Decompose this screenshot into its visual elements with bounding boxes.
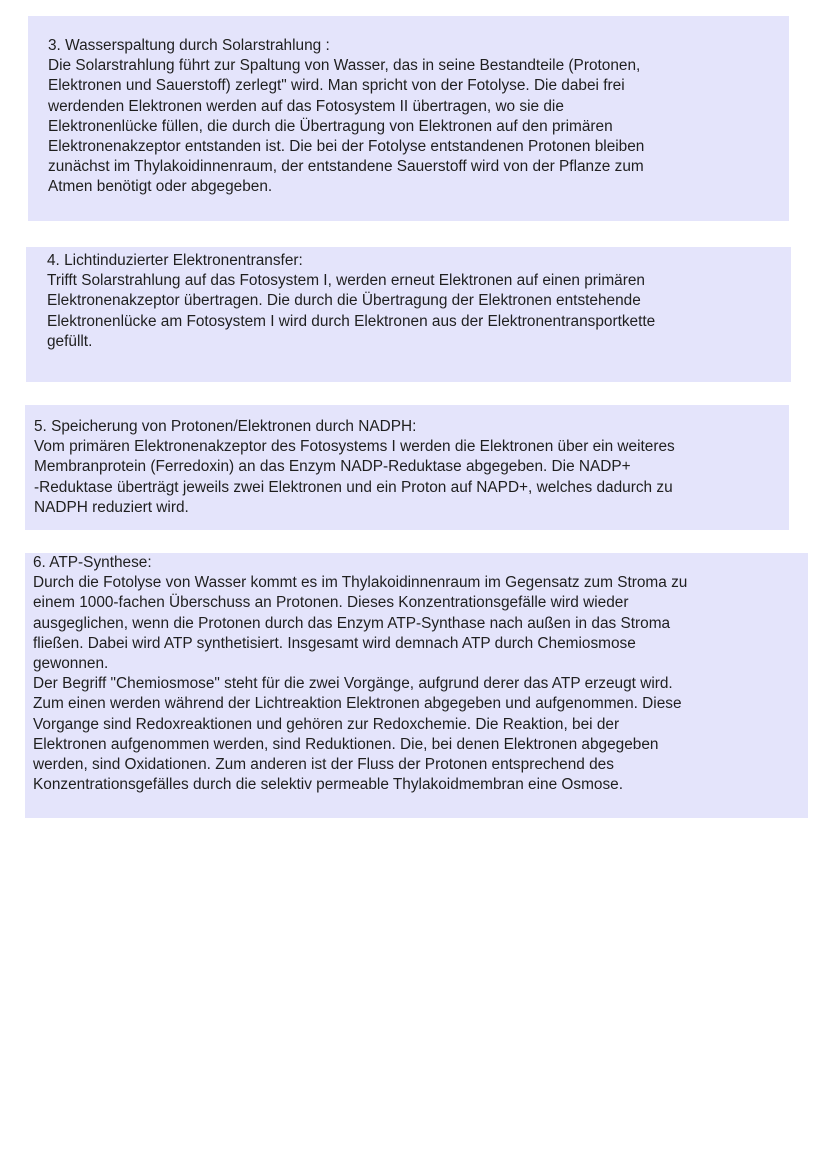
section-text: Durch die Fotolyse von Wasser kommt es im Thylakoidinnenraum im Gegensatz zum Stroma zu einem 1000-fachen Überschuss an Protonen. Dieses Konzentrationsgefälle wird wieder ausgeglichen, wenn die Protonen durch das Enzym ATP-Synthase nach außen in das Stroma fließen. Dabei wird ATP synthetisiert. Insgesamt wird demnach ATP durch Chemiosmose gewonnen. Der Begriff "Chemiosmose" steht für die zwei Vorgänge, aufgrund derer das ATP erzeugt wird. Zum einen werden während der Lichtreaktion Elektronen abgegeben und aufgenommen. Diese Vorgange sind Redoxreaktionen und gehören zur Redoxchemie. Die Reaktion, bei der Elektronen aufgenommen werden, sind Reduktionen. Die, bei denen Elektronen abgegeben werden, sind Oxidationen. Zum anderen ist der Fluss der Protonen entsprechend des Konzentrationsgefälles durch die selektiv permeable Thylakoidmembran eine Osmose. — [33, 574, 688, 794]
section-elektronentransfer — [26, 247, 791, 382]
section-text: Vom primären Elektronenakzeptor des Fotosystems I werden die Elektronen über ein weiteres Membranprotein (Ferredoxin) an das Enzym NADP-Reduktase abgegeben. Die NADP+ -Reduktase überträgt jeweils zwei Elektronen und ein Proton auf NAPD+, welches dadurch zu NADPH reduziert wird. — [34, 438, 675, 516]
section-nadph — [25, 405, 789, 530]
section-wasserspaltung — [28, 16, 789, 221]
section-heading: 4. Lichtinduzierter Elektronentransfer: — [47, 252, 303, 269]
section-heading: 6. ATP-Synthese: — [33, 554, 152, 571]
section-heading: 5. Speicherung von Protonen/Elektronen durch NADPH: — [34, 418, 417, 435]
section-text: Trifft Solarstrahlung auf das Fotosystem I, werden erneut Elektronen auf einen primären Elektronenakzeptor übertragen. Die durch die Übertragung der Elektronen entstehende Elektronenlücke am Fotosystem I wird durch Elektronen aus der Elektronentransportkette gefüllt. — [47, 272, 656, 350]
section-heading: 3. Wasserspaltung durch Solarstrahlung : — [48, 37, 330, 54]
section-text: Die Solarstrahlung führt zur Spaltung von Wasser, das in seine Bestandteile (Protonen, Elektronen und Sauerstoff) zerlegt" wird. Man spricht von der Fotolyse. Die dabei frei werdenden Elektronen werden auf das Fotosystem II übertragen, wo sie die Elektronenlücke füllen, die durch die Übertragung von Elektronen auf den primären Elektronenakzeptor entstanden ist. Die bei der Fotolyse entstandenen Protonen bleiben zunächst im Thylakoidinnenraum, der entstandene Sauerstoff wird von der Pflanze zum Atmen benötigt oder abgegeben. — [48, 57, 645, 196]
section-atp-synthese — [25, 553, 808, 818]
